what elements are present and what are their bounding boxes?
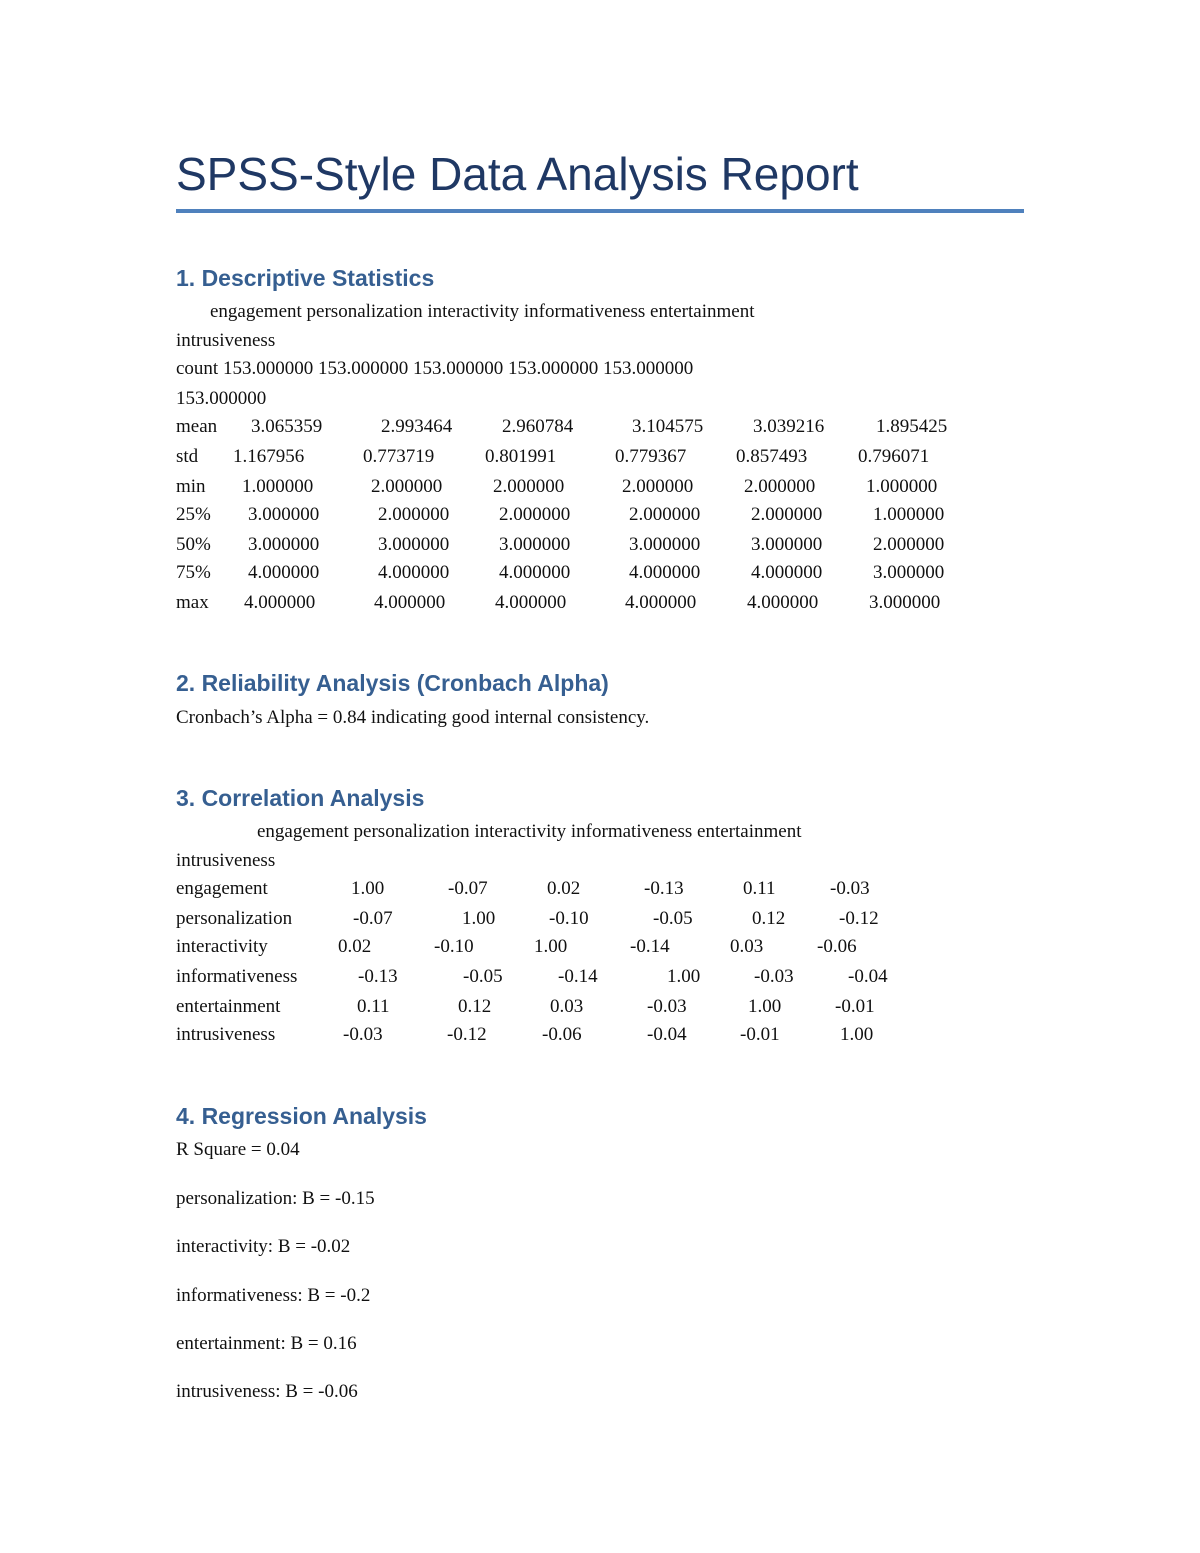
descriptive-header-line: engagement personalization interactivity informativeness entertainment xyxy=(210,301,755,322)
correlation-cell: 1.00 xyxy=(840,1024,874,1045)
descriptive-cell: 2.000000 xyxy=(378,504,450,525)
correlation-cell: -0.05 xyxy=(463,966,503,987)
regression-coefficient: entertainment: B = 0.16 xyxy=(176,1333,357,1354)
correlation-cell: 0.12 xyxy=(752,908,786,929)
descriptive-row-label: 50% xyxy=(176,534,211,555)
descriptive-cell: 4.000000 xyxy=(248,562,320,583)
descriptive-cell: 3.000000 xyxy=(499,534,571,555)
correlation-row-label: intrusiveness xyxy=(176,1024,276,1045)
correlation-header-line: engagement personalization interactivity informativeness entertainment xyxy=(257,821,802,842)
correlation-cell: 0.02 xyxy=(547,878,581,899)
descriptive-cell: 4.000000 xyxy=(495,592,567,613)
correlation-cell: -0.10 xyxy=(549,908,589,929)
descriptive-row-label: 25% xyxy=(176,504,211,525)
descriptive-cell: 1.000000 xyxy=(873,504,945,525)
cronbach-alpha-text: Cronbach’s Alpha = 0.84 indicating good internal consistency. xyxy=(176,707,650,728)
correlation-cell: -0.14 xyxy=(630,936,670,957)
correlation-header-line-wrap: intrusiveness xyxy=(176,850,276,871)
regression-coefficient: intrusiveness: B = -0.06 xyxy=(176,1381,358,1402)
descriptive-cell: 4.000000 xyxy=(374,592,446,613)
correlation-cell: -0.06 xyxy=(817,936,857,957)
descriptive-cell: 1.000000 xyxy=(242,476,314,497)
r-square-text: R Square = 0.04 xyxy=(176,1139,300,1160)
correlation-cell: -0.03 xyxy=(830,878,870,899)
correlation-cell: -0.07 xyxy=(448,878,488,899)
descriptive-cell: 3.039216 xyxy=(753,416,825,437)
descriptive-statistics-heading: 1. Descriptive Statistics xyxy=(176,265,435,291)
descriptive-cell: 1.895425 xyxy=(876,416,948,437)
descriptive-row-label: max xyxy=(176,592,209,613)
descriptive-cell: 0.801991 xyxy=(485,446,557,467)
correlation-cell: -0.10 xyxy=(434,936,474,957)
document-title: SPSS-Style Data Analysis Report xyxy=(176,148,859,200)
descriptive-cell: 2.000000 xyxy=(629,504,701,525)
descriptive-cell: 3.000000 xyxy=(629,534,701,555)
correlation-cell: 0.02 xyxy=(338,936,372,957)
correlation-cell: 0.03 xyxy=(550,996,584,1017)
descriptive-cell: 3.000000 xyxy=(378,534,450,555)
correlation-cell: 1.00 xyxy=(667,966,701,987)
descriptive-cell: 2.993464 xyxy=(381,416,453,437)
descriptive-cell: 0.779367 xyxy=(615,446,687,467)
regression-analysis-heading: 4. Regression Analysis xyxy=(176,1103,427,1129)
descriptive-cell: 4.000000 xyxy=(629,562,701,583)
correlation-row-label: personalization xyxy=(176,908,293,929)
descriptive-cell: 3.000000 xyxy=(869,592,941,613)
descriptive-row-label: mean xyxy=(176,416,218,437)
descriptive-cell: 1.167956 xyxy=(233,446,305,467)
descriptive-cell: 4.000000 xyxy=(378,562,450,583)
regression-coefficient: informativeness: B = -0.2 xyxy=(176,1285,371,1306)
descriptive-cell: 3.104575 xyxy=(632,416,704,437)
correlation-cell: -0.13 xyxy=(358,966,398,987)
descriptive-cell: 2.960784 xyxy=(502,416,574,437)
descriptive-cell: 2.000000 xyxy=(873,534,945,555)
correlation-cell: 1.00 xyxy=(462,908,496,929)
descriptive-cell: 3.000000 xyxy=(873,562,945,583)
correlation-row-label: engagement xyxy=(176,878,268,899)
descriptive-cell: 4.000000 xyxy=(751,562,823,583)
descriptive-count-line: count 153.000000 153.000000 153.000000 153.000000 153.000000 xyxy=(176,358,694,379)
correlation-cell: -0.03 xyxy=(647,996,687,1017)
descriptive-cell: 2.000000 xyxy=(371,476,443,497)
descriptive-row-label: std xyxy=(176,446,199,467)
regression-coefficient: personalization: B = -0.15 xyxy=(176,1188,375,1209)
descriptive-cell: 2.000000 xyxy=(622,476,694,497)
correlation-analysis-heading: 3. Correlation Analysis xyxy=(176,785,425,811)
correlation-cell: -0.14 xyxy=(558,966,598,987)
correlation-cell: 0.11 xyxy=(357,996,390,1017)
correlation-cell: -0.13 xyxy=(644,878,684,899)
descriptive-cell: 2.000000 xyxy=(493,476,565,497)
descriptive-cell: 2.000000 xyxy=(744,476,816,497)
correlation-cell: 1.00 xyxy=(351,878,385,899)
correlation-cell: 0.03 xyxy=(730,936,764,957)
correlation-cell: -0.12 xyxy=(447,1024,487,1045)
correlation-row-label: interactivity xyxy=(176,936,268,957)
descriptive-cell: 0.773719 xyxy=(363,446,435,467)
descriptive-header-line-wrap: intrusiveness xyxy=(176,330,276,351)
correlation-cell: -0.06 xyxy=(542,1024,582,1045)
correlation-row-label: entertainment xyxy=(176,996,281,1017)
descriptive-count-line-wrap: 153.000000 xyxy=(176,388,267,409)
descriptive-cell: 4.000000 xyxy=(244,592,316,613)
descriptive-cell: 0.857493 xyxy=(736,446,808,467)
descriptive-cell: 3.000000 xyxy=(751,534,823,555)
correlation-cell: -0.12 xyxy=(839,908,879,929)
correlation-cell: -0.01 xyxy=(835,996,875,1017)
regression-coefficient: interactivity: B = -0.02 xyxy=(176,1236,351,1257)
correlation-cell: -0.04 xyxy=(848,966,888,987)
descriptive-cell: 4.000000 xyxy=(499,562,571,583)
correlation-cell: 0.11 xyxy=(743,878,776,899)
descriptive-cell: 0.796071 xyxy=(858,446,930,467)
descriptive-row-label: 75% xyxy=(176,562,211,583)
correlation-cell: -0.03 xyxy=(754,966,794,987)
descriptive-cell: 2.000000 xyxy=(751,504,823,525)
correlation-cell: -0.04 xyxy=(647,1024,687,1045)
correlation-cell: -0.03 xyxy=(343,1024,383,1045)
correlation-cell: 1.00 xyxy=(748,996,782,1017)
reliability-analysis-heading: 2. Reliability Analysis (Cronbach Alpha) xyxy=(176,670,609,696)
descriptive-cell: 3.000000 xyxy=(248,534,320,555)
correlation-cell: -0.01 xyxy=(740,1024,780,1045)
title-underline xyxy=(176,209,1024,213)
descriptive-cell: 3.000000 xyxy=(248,504,320,525)
correlation-cell: 0.12 xyxy=(458,996,492,1017)
descriptive-cell: 2.000000 xyxy=(499,504,571,525)
correlation-cell: -0.07 xyxy=(353,908,393,929)
descriptive-cell: 4.000000 xyxy=(625,592,697,613)
descriptive-cell: 1.000000 xyxy=(866,476,938,497)
correlation-cell: -0.05 xyxy=(653,908,693,929)
correlation-row-label: informativeness xyxy=(176,966,298,987)
descriptive-row-label: min xyxy=(176,476,206,497)
correlation-cell: 1.00 xyxy=(534,936,568,957)
descriptive-cell: 3.065359 xyxy=(251,416,323,437)
descriptive-cell: 4.000000 xyxy=(747,592,819,613)
